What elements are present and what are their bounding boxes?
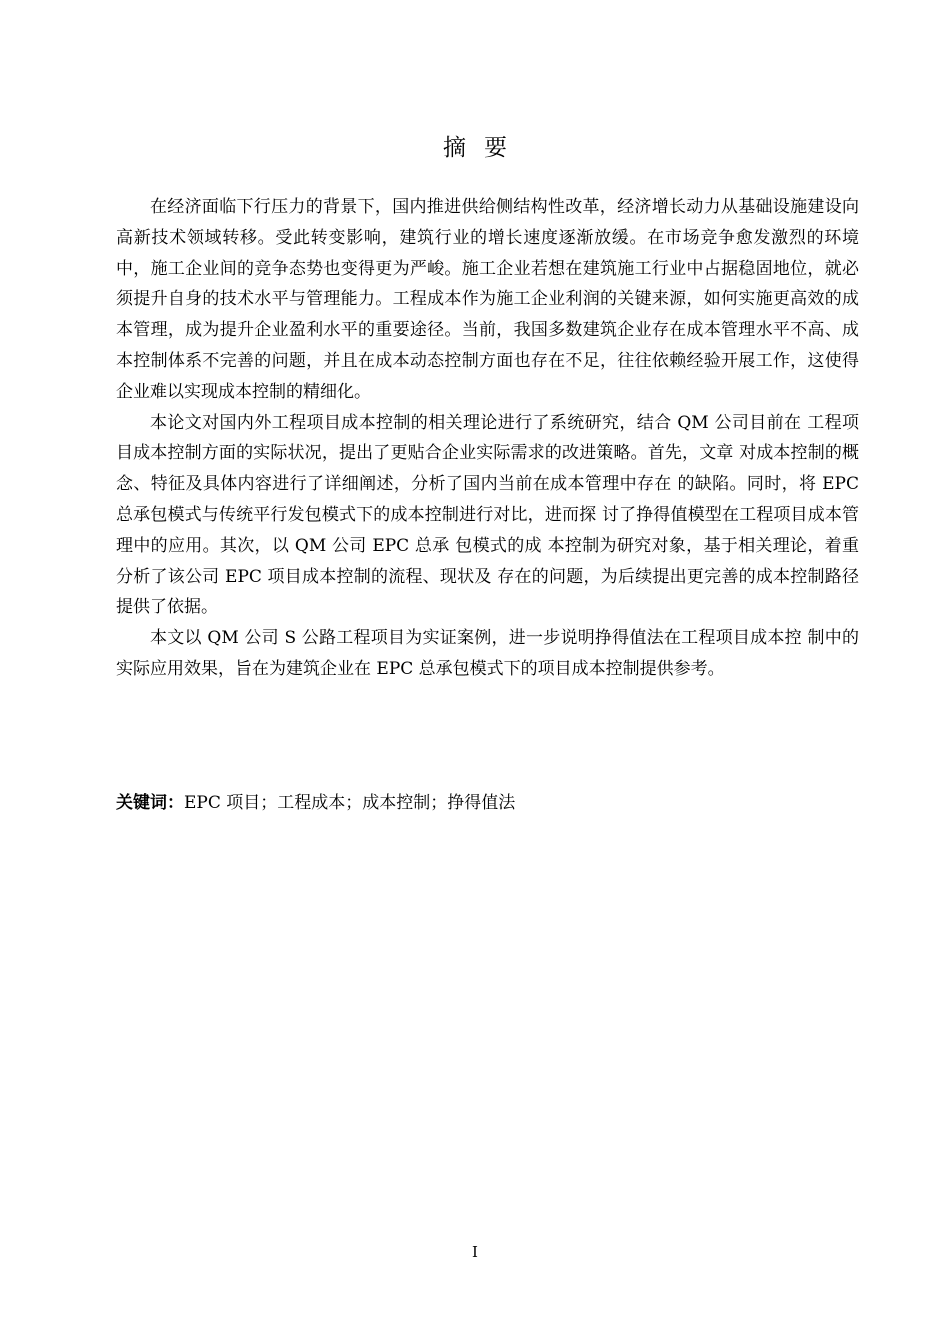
- abstract-paragraph-1: 在经济面临下行压力的背景下，国内推进供给侧结构性改革，经济增长动力从基础设施建设向高新技术领域转移。受此转变影响，建筑行业的增长速度逐渐放缓。在市场竞争愈发激烈的环境中，施工企业间的竞争态势也变得更为严峻。施工企业若想在建筑施工行业中占据稳固地位，就必须提升自身的技术水平与管理能力。工程成本作为施工企业利润的关键来源，如何实施更高效的成本管理，成为提升企业盈利水平的重要途径。当前，我国多数建筑企业存在成本管理水平不高、成本控制体系不完善的问题，并且在成本动态控制方面也存在不足，往往依赖经验开展工作，这使得企业难以实现成本控制的精细化。: [116, 197, 859, 402]
- abstract-body: [116, 192, 859, 685]
- keywords-label: 关键词：: [116, 793, 184, 813]
- page-title: 摘要: [443, 135, 525, 162]
- keywords-value: EPC 项目；工程成本；成本控制；挣得值法: [184, 793, 516, 813]
- abstract-paragraph-3: 本文以 QM 公司 S 公路工程项目为实证案例，进一步说明挣得值法在工程项目成本控 制中的实际应用效果，旨在为建筑企业在 EPC 总承包模式下的项目成本控制提供参考。: [116, 628, 859, 679]
- page-number: I: [472, 1243, 478, 1261]
- abstract-paragraph-2: 本论文对国内外工程项目成本控制的相关理论进行了系统研究，结合 QM 公司目前在 工程项目成本控制方面的实际状况，提出了更贴合企业实际需求的改进策略。首先，文章 对成本控制的概念、特征及具体内容进行了详细阐述，分析了国内当前在成本管理中存在 的缺陷。同时，将 EPC 总承包模式与传统平行发包模式下的成本控制进行对比，进而探 讨了挣得值模型在工程项目成本管理中的应用。其次，以 QM 公司 EPC 总承 包模式的成 本控制为研究对象，基于相关理论，着重分析了该公司 EPC 项目成本控制的流程、现状及 存在的问题，为后续提出更完善的成本控制路径提供了依据。: [116, 412, 859, 618]
- keywords-line: [116, 788, 859, 818]
